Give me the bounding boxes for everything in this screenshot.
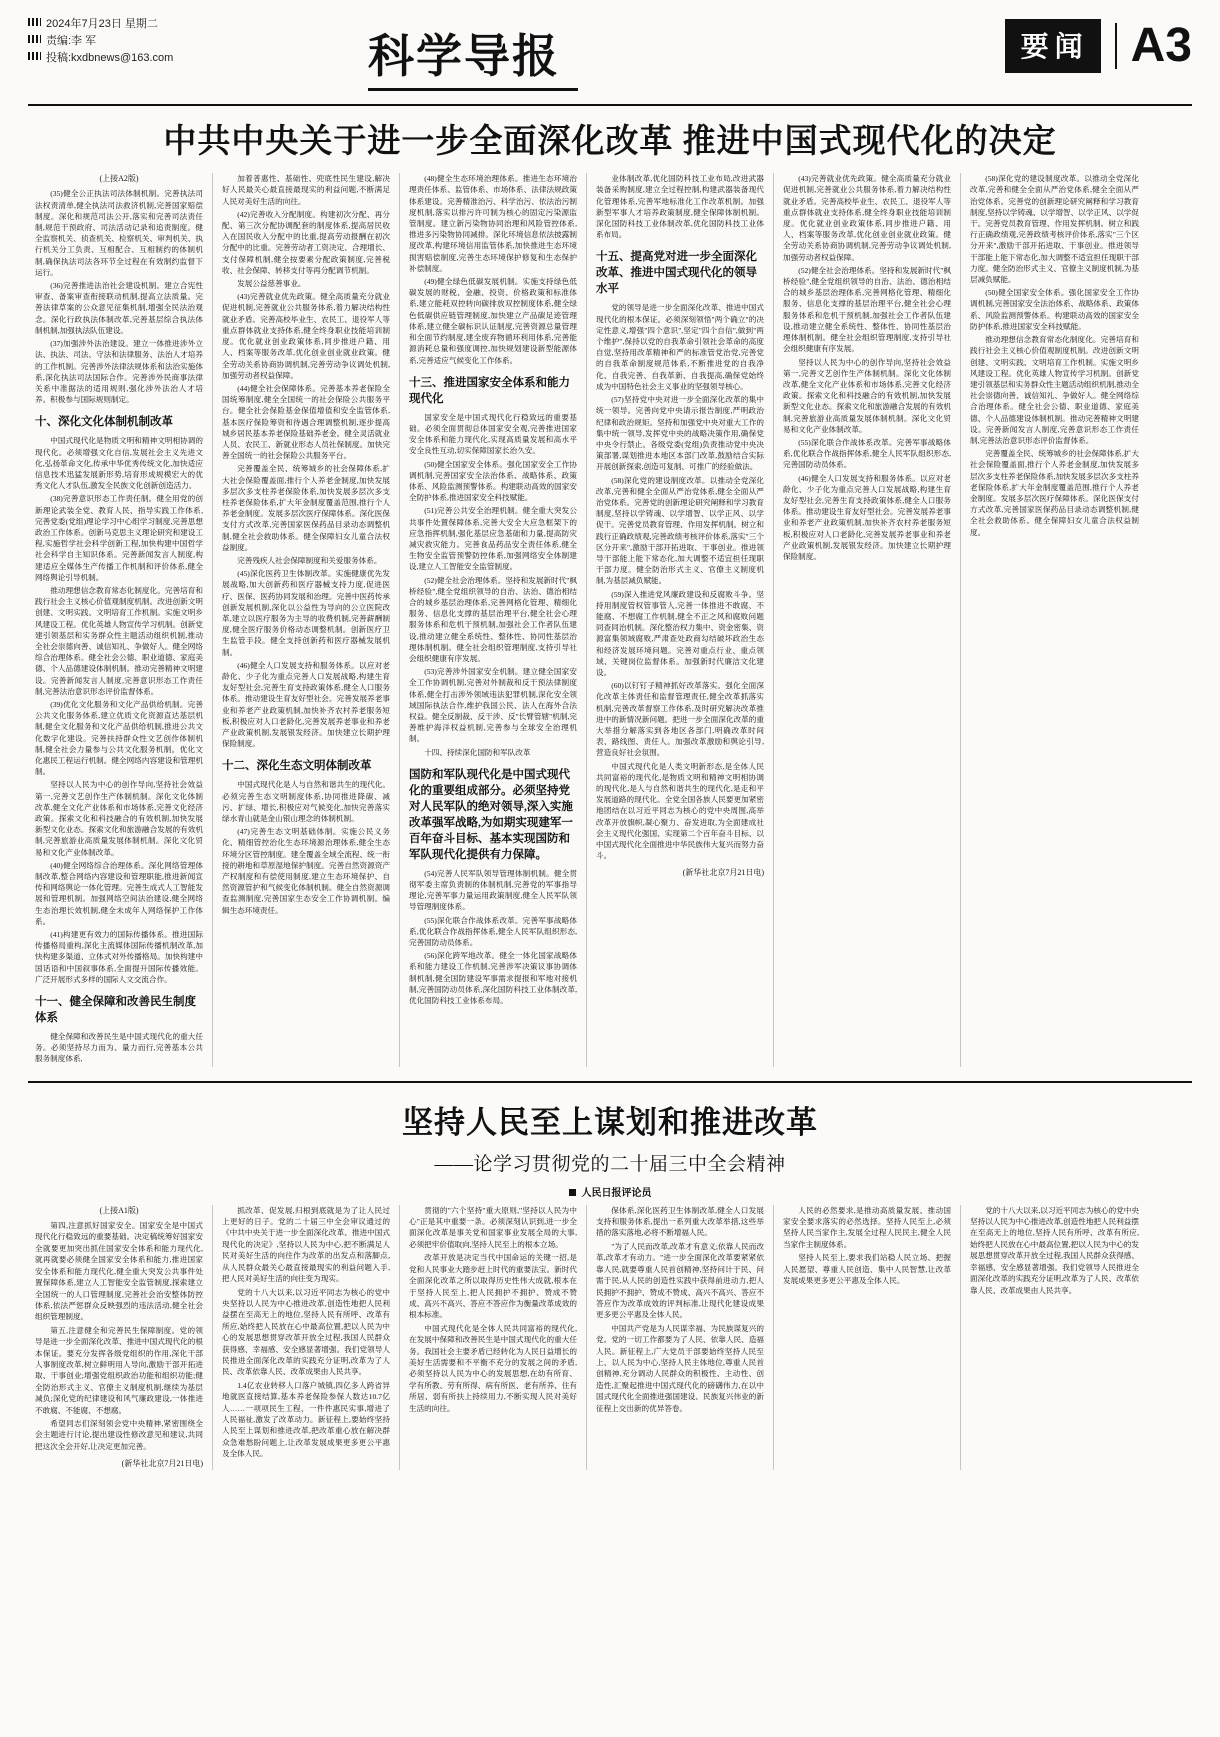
editor-line: 责编:李 军: [46, 35, 97, 47]
paragraph: 中国式现代化是物质文明和精神文明相协调的现代化。必须增强文化自信,发展社会主义先进文化,弘扬革命文化,传承中华优秀传统文化,加快适应信息技术迅猛发展新形势,培育形成规模宏大的优秀文化人才队伍,激发全民族文化创新创造活力。: [35, 436, 203, 491]
paragraph: 加着普惠性、基础性、兜底性民生建设,解决好人民最关心最直接最现实的利益问题,不断满足人民对美好生活的向往。: [222, 174, 390, 206]
paragraph: (41)构建更有效力的国际传播体系。推进国际传播格局重构,深化主流媒体国际传播机制改革,加快构建多渠道、立体式对外传播格局。加快构建中国话语和中国叙事体系,全面提升国际传播效能。广泛开展形式多样的国际人文交流合作。: [35, 930, 203, 984]
paragraph: 党的十八大以来,以习近平同志为核心的党中央坚持以人民为中心推进改革,创造性地把人民利益摆在至高无上的地位,坚持人民有所呼、改革有所应,始终把人民放在心中最高位置,把以人民为中心的发展思想贯穿改革开放全过程,我国人民群众获得感、幸福感、安全感显著增强。我们党领导人民推进全面深化改革的实践充分证明,改革为了人民、改革依靠人民、改革成果由人民共享。: [222, 1287, 390, 1377]
paragraph: 完善覆盖全民、统筹城乡的社会保障体系,扩大社会保险覆盖面,推行个人养老金制度,加快发展多层次多支柱养老保险体系,加快发展多层次多支柱养老保险体系,扩大年金制度覆盖范围,推行个人养老金制度。发展多层次医疗保障体系。深化医保支付方式改革,完善国家医保药品目录动态调整机制,健全社会救助体系。健全保障妇女儿童合法权益制度。: [970, 449, 1139, 537]
article-columns: [26, 173, 1194, 1066]
lower-page-title: 坚持人民至上谋划和推进改革: [402, 1104, 818, 1140]
paragraph: 完善残疾人社会保障制度和关爱服务体系。: [237, 555, 382, 565]
article-column-3: [400, 173, 587, 1066]
continued-note: (上接A2版): [99, 174, 139, 184]
paragraph: (43)完善就业优先政策。健全高质量充分就业促进机制,完善就业公共服务体系,着力解决结构性就业矛盾。完善高校毕业生、农民工、退役军人等重点群体就业支持体系,健全终身职业技能培训制度。优化就业创业政策体系,同步推进户籍、用人、档案等服务改革,优化创业创业就业政策。健全劳动关系协商协调机制,完善劳动争议调处机制,加强劳动者权益保障。: [222, 292, 390, 380]
paragraph: (40)健全网络综合治理体系。深化网络管理体制改革,整合网络内容建设和管理职能,推进新闻宣传和网络舆论一体化管理。完善生成式人工智能发展和管理机制。加强网络空间法治建设,健全网络生态治理长效机制,健全未成年人网络保护工作体系。: [35, 860, 203, 926]
paragraph: (36)完善推进法治社会建设机制。建立合宪性审查、备案审查衔接联动机制,提高立法质量。完善法律草案的公众意见征集机制,增强全民法治观念。深化行政执法体制改革,完善基层综合执法体制机制,加强执法队伍建设。: [35, 281, 203, 335]
paragraph: 1.4亿农业转移人口落户城镇,四亿多人跨省异地就医直接结算,基本养老保险参保人数达10.7亿人……一项项民生工程、一件件惠民实事,增进了人民福祉,激发了改革动力。新征程上,要始终坚持人民至上谋划和推进改革,把改革重心放在解决群众急难愁盼问题上,让改革发展成果更多更公平惠及全体人民。: [222, 1380, 390, 1459]
paragraph: (60)以钉钉子精神抓好改革落实。强化全面深化改革主体责任和监督管理责任,健全改革抓落实机制,完善改革督察工作体系,及时研究解决改革推进中的新情况新问题。把进一步全面深化改革的重大举措分解落实到各地区各部门,明确改革时间表、路线图、责任人。加强改革激励和舆论引导,营造良好社会氛围。: [596, 681, 764, 758]
paragraph: 中国式现代化是人与自然和谐共生的现代化。必须完善生态文明制度体系,协同推进降碳、减污、扩绿、增长,积极应对气候变化,加快完善落实绿水青山就是金山银山理念的体制机制。: [222, 780, 390, 824]
paragraph: 坚持以人民为中心的创作导向,坚持社会效益第一,完善文艺创作生产体制机制。深化文化体制改革,健全文化产业体系和市场体系,完善文化经济政策。探索文化和科技融合的有效机制,加快发展新型文化业态。探索文化和旅游融合发展的有效机制,完善旅游业高质量发展体制机制。深化文化贸易和文化产业体制改革。: [783, 357, 951, 434]
section-heading: 十一、健全保障和改善民生制度体系: [35, 996, 196, 1025]
paragraph: (50)健全国家安全体系。强化国家安全工作协调机制,完善国家安全法治体系、战略体系、政策体系、风险监测预警体系。构建联动高效的国家安全防护体系,推进国家安全科技赋能。: [970, 288, 1139, 331]
divider: [1115, 23, 1117, 69]
paragraph: (49)健全绿色低碳发展机制。实施支持绿色低碳发展的财税、金融、投资、价格政策和标准体系,建立能耗双控转向碳排放双控制度体系,健全绿色低碳供应链管理制度,加快建立产品碳足迹管理体系,建立健全碳标识认证制度,完善资源总量管理和全面节约制度,建全废弃物循环利用体系,完善能源消耗总量和强度调控,加快规划建设新型能源体系,完善适应气候变化工作体系。: [409, 277, 577, 365]
section-header: [1005, 18, 1192, 73]
paragraph: (53)完善涉外国家安全机制。建立健全国家安全工作协调机制,完善对外制裁和反干预法律制度体系,健全打击涉外领域违法犯罪机制,深化安全领域国际执法合作,维护我国公民、法人在海外合法权益。健全反制裁、反干涉、反"长臂管辖"机制,完善维护海洋权益机制,完善参与全球安全治理机制。: [409, 667, 577, 744]
paragraph: (50)健全国家安全体系。强化国家安全工作协调机制,完善国家安全法治体系、战略体系、政策体系、风险监测预警体系。构建联动高效的国家安全防护体系,推进国家安全科技赋能。: [409, 459, 577, 503]
section-label: 要闻: [1005, 19, 1101, 73]
paragraph: (58)深化党的建设制度改革。以推动全党深化改革,完善和健全全面从严治党体系,健全全面从严治党体系。完善党的创新理论研究阐释和学习教育制度,坚持以学铸魂、以学增智、以学正风、以学促干。完善党员教育管理、作用发挥机制。树立和践行正确政绩观,完善政绩考核评价体系,落实"三个区分开来",激励干部开拓进取、干事创业。推进领导干部能上能下常态化,加大调整不适宜担任现职干部力度。健全防治形式主义、官僚主义制度机制,为基层减负赋能。: [970, 174, 1139, 285]
lower-columns: [26, 1205, 1194, 1470]
section-heading: 十二、深化生态文明体制改革: [222, 760, 372, 773]
paragraph: (35)健全公正执法司法体制机制。完善执法司法权责清单,健全执法司法救济机制,完善国家赔偿制度。深化和规范司法公开,落实和完善司法责任制,规范干预政府、司法活动记录和追责制度。健全监察机关、侦查机关、检察机关、审判机关、执行机关分工负责、互相配合、互相制约的体制机制,确保执法司法各环节全过程在有效制约监督下运行。: [35, 189, 203, 277]
mail-line: 投稿:kxdbnews@163.com: [46, 52, 174, 64]
section-heading: 十、深化文化体制机制改革: [35, 416, 173, 429]
paragraph: 改革开放是决定当代中国命运的关键一招,是党和人民事业大踏步赶上时代的重要法宝。新时代全面深化改革之所以取得历史性伟大成就,根本在于坚持人民至上,把人民拥护不拥护、赞成不赞成、高兴不高兴、答应不答应作为衡量改革成效的根本标准。: [409, 1253, 577, 1320]
article-column-5: [774, 173, 961, 1066]
lower-column-3: [400, 1205, 587, 1470]
paragraph: 中国式现代化是全体人民共同富裕的现代化,在发展中保障和改善民生是中国式现代化的重大任务。我国社会主要矛盾已经转化为人民日益增长的美好生活需要和不平衡不充分的发展之间的矛盾,必须坚持以人民为中心的发展思想,在幼有所育、学有所教、劳有所得、病有所医、老有所养、住有所居、弱有所扶上持续用力,不断实现人民对美好生活的向往。: [409, 1323, 577, 1413]
lower-column-4: [587, 1205, 774, 1470]
paragraph: 中国式现代化是人类文明新形态,是全体人民共同富裕的现代化,是物质文明和精神文明相协调的现代化,是人与自然和谐共生的现代化,是走和平发展道路的现代化。全党全国各族人民要更加紧密地团结在以习近平同志为核心的党中央周围,高举改革开放旗帜,凝心聚力、奋发进取,为全面建成社会主义现代化强国、实现第二个百年奋斗目标、以中国式现代化全面推进中华民族伟大复兴而努力奋斗。: [596, 761, 764, 861]
paper-title: [368, 20, 578, 91]
article-column-4: [587, 173, 774, 1066]
section-heading: 国防和军队现代化是中国式现代化的重要组成部分。必须坚持党对人民军队的绝对领导,深入实施改革强军战略,为如期实现建军一百年奋斗目标、基本实现国防和军队现代化提供有力保障。: [409, 768, 573, 861]
continued-note: (上接A1版): [99, 1205, 139, 1215]
page-title: 中共中央关于进一步全面深化改革 推进中国式现代化的决定: [163, 124, 1057, 160]
paragraph: 保体系,深化医药卫生体制改革,健全人口发展支持和服务体系,提出一系列重大改革举措,这些举措的落实落地,必将不断增福人民。: [596, 1205, 764, 1238]
section-divider: [28, 1081, 1192, 1083]
paragraph: (58)深化党的建设制度改革。以推动全党深化改革,完善和健全全面从严治党体系,健全全面从严治党体系。完善党的创新理论研究阐释和学习教育制度,坚持以学铸魂、以学增智、以学正风、以学促干。完善党员教育管理、作用发挥机制。树立和践行正确政绩观,完善政绩考核评价体系,落实"三个区分开来",激励干部开拓进取、干事创业。推进领导干部能上能下常态化,加大调整不适宜担任现职干部力度。健全防治形式主义、官僚主义制度机制,为基层减负赋能。: [596, 475, 764, 586]
lower-article: [26, 1097, 1194, 1470]
lower-column-2: [213, 1205, 400, 1470]
byline: [26, 1184, 1194, 1199]
end-note: (新华社北京7月21日电): [682, 868, 764, 878]
paragraph: (52)健全社会治理体系。坚持和发展新时代"枫桥经验",健全党组织领导的自治、法治、德治相结合的城乡基层治理体系,完善网格化管理、精细化服务、信息化支撑的基层治理平台,健全社会心理服务体系和危机干预机制,加强社会工作者队伍建设,推动建立健全系统性、整体性、协同性基层治理体制机制。健全社会组织管理制度,支持引导社会组织健康有序发展。: [783, 265, 951, 354]
paragraph: 健全保障和改善民生是中国式现代化的重大任务。必须坚持尽力而为、量力而行,完善基本公共服务制度体系,: [35, 1032, 203, 1064]
paragraph: (46)健全人口发展支持和服务体系。以应对老龄化、少子化为重点完善人口发展战略,构建生育友好型社会,完善生育支持政策体系,健全人口服务体系。推动建设生育友好型社会。完善发展养老事业和养老产业政策机制,加快补齐农村养老服务短板,积极应对人口老龄化,完善发展养老事业和养老产业政策机制,发展银发经济。加快建立长期护理保险制度。: [222, 660, 390, 749]
paragraph: 推动理想信念教育常态化制度化。完善培育和践行社会主义核心价值观制度机制。改进创新文明创建、文明实践、文明培育工作机制。实施文明乡风建设工程。优化英雄人物宣传学习机制。创新党建引领基层和实务群众性主题活动组织机制,推动全社会崇德向善、诚信知礼、争做好人。健全网络综合治理体系。健全社会公德、职业道德、家庭美德、个人品德建设体制机制。推动完善精神文明建设。完善新闻发言人制度,完善意识形态工作责任制,完善法治意识形态评价监督体系。: [970, 335, 1139, 445]
section-heading: 十三、推进国家安全体系和能力现代化: [409, 376, 570, 405]
paragraph: 推动理想信念教育常态化制度化。完善培育和践行社会主义核心价值观制度机制。改进创新文明创建、文明实践、文明培育工作机制。实施文明乡风建设工程。优化英雄人物宣传学习机制。创新党建引领基层和实务群众性主题活动组织机制,推动全社会崇德向善、诚信知礼、争做好人。健全网络综合治理体系。健全社会公德、职业道德、家庭美德、个人品德建设体制机制。推动完善精神文明建设。完善新闻发言人制度,完善意识形态工作责任制,完善法治意识形态评价监督体系。: [35, 585, 203, 696]
paper-title-text: 科学导报: [368, 31, 560, 82]
masthead-info: [28, 16, 173, 67]
lower-headline-block: [26, 1097, 1194, 1199]
stripe-icon: [28, 52, 41, 60]
paragraph: (39)优化文化服务和文化产品供给机制。完善公共文化服务体系,建立优质文化资源直达基层机制,健全文化服务和文化产品供给机制,推进公共文化数字化建设。完善扶持群众性文艺创作体制机制,健全社会力量参与公共文化服务机制。优化文化惠民工程运行机制。健全网络内容建设和管理机制。: [35, 699, 203, 777]
paragraph: 中国共产党是为人民谋幸福、为民族谋复兴的党。党的一切工作都要为了人民、依靠人民、造福人民。新征程上,广大党员干部要始终坚持人民至上、以人民为中心,坚持人民主体地位,尊重人民首创精神,充分调动人民群众的积极性、主动性、创造性,汇聚起推进中国式现代化的磅礴伟力,在以中国式现代化全面推进强国建设、民族复兴伟业的新征程上交出新的优异答卷。: [596, 1323, 764, 1413]
paragraph: (37)加强涉外法治建设。建立一体推进涉外立法、执法、司法、守法和法律服务、法治人才培养的工作机制。完善涉外法律法规体系和法治实施体系,深化执法司法国际合作。完善涉外民商事法律关系中准据法的适用规则,强化涉外法治人才培养。积极参与国际规则制定。: [35, 339, 203, 405]
paragraph: 党的领导是进一步全面深化改革、推进中国式现代化的根本保证。必须深刻领悟"两个确立"的决定性意义,增强"四个意识",坚定"四个自信",做到"两个维护",保持以党的自我革命引领社会革命的高度自觉,坚持用改革精神和严的标准管党治党,完善党的自我革命制度规范体系,不断推进党的自我净化、自我完善、自我革新、自我提高,确保党始终成为中国特色社会主义事业的坚强领导核心。: [596, 303, 764, 391]
paragraph: (59)深入推进党风廉政建设和反腐败斗争。坚持用制度管权管事管人,完善一体推进不敢腐、不能腐、不想腐工作机制,健全不正之风和腐败问题同查同治机制。深化整治权力集中、资金密集、资源富集领域腐败,严肃查处政商勾结破坏政治生态和经济发展环境问题。完善对重点行业、重点领域、关键岗位监督体系。加强新时代廉洁文化建设。: [596, 589, 764, 677]
byline-text: 人民日报评论员: [581, 1187, 652, 1199]
square-bullet-icon: [569, 1189, 576, 1196]
masthead: [28, 12, 1192, 98]
paragraph: 第五,注意健全和完善民生保障制度。党的领导是进一步全面深化改革、推进中国式现代化的根本保证。要充分发挥各级党组织的作用,深化干部人事制度改革,树立鲜明用人导向,激励干部开拓进取、干事创业;增强党组织政治功能和组织功能;健全防治形式主义、官僚主义制度机制,继续为基层减负;深化党的纪律建设和风气廉政建设,一体推进不敢腐、不能腐、不想腐。: [35, 1325, 203, 1415]
date-line: 2024年7月23日 星期二: [46, 18, 158, 30]
paragraph: (38)完善意识形态工作责任制。健全用党的创新理论武装全党、教育人民、指导实践工作体系,完善党委(党组)理论学习中心组学习制度,完善思想政治工作体系。创新马克思主义理论研究和建设工程,实施哲学社会科学创新工程,加快构建中国哲学社会科学自主知识体系。完善新闻发言人制度,构建适应全媒体生产传播工作机制和评价体系,健全网络舆论引导机制。: [35, 494, 203, 582]
paragraph: (55)深化联合作战体系改革。完善军事战略体系,优化联合作战指挥体系,健全人民军队组织形态,完善国防动员体系。: [409, 915, 577, 948]
paragraph: 业体制改革,优化国防科技工业布局,改进武器装备采购制度,建立全过程控制,构建武器装备现代化管理体系,完善军地标准化工作改革机制。加强新型军事人才培养政策制度,健全保障体制机制。深化国防科技工业体制改革,优化国防科技工业体系布局。: [596, 174, 764, 240]
paragraph: (45)深化医药卫生体制改革。实施健康优先发展战略,加大创新药和医疗器械支持力度,促进医疗、医保、医药协同发展和治理。完善中医药传承创新发展机制,深化以公益性为导向的公立医院改革,建立以医疗服务为主导的收费机制,完善薪酬制度,健全医疗服务价格动态调整机制。创新医疗卫生监管手段。健全支持创新药和医疗器械发展机制。: [222, 569, 390, 657]
article-column-1: [26, 173, 213, 1066]
stripe-icon: [28, 18, 41, 26]
paragraph: 十四、持续深化国防和军队改革: [424, 747, 531, 757]
end-note: (新华社北京7月21日电): [121, 1459, 203, 1469]
lower-subtitle: ——论学习贯彻党的二十届三中全会精神: [434, 1153, 786, 1175]
paragraph: 发展公益慈善事业。: [237, 279, 306, 289]
paragraph: (46)健全人口发展支持和服务体系。以应对老龄化、少子化为重点完善人口发展战略,构建生育友好型社会,完善生育支持政策体系,健全人口服务体系。推动建设生育友好型社会。完善发展养老事业和养老产业政策机制,加快补齐农村养老服务短板,积极应对人口老龄化,完善发展养老事业和养老产业政策机制,发展银发经济。加快建立长期护理保险制度。: [783, 473, 951, 561]
article-column-6: [961, 173, 1148, 1066]
paragraph: (54)完善人民军队领导管理体制机制。健全贯彻军委主席负责制的体制机制,完善党的军事指导理论,完善军事力量运用政策制度,健全人民军队领导管理制度体系。: [409, 868, 577, 912]
masthead-rule: [28, 104, 1192, 106]
paragraph: 人民的必然要求,是推动高质量发展、推动国家安全要求落实的必然选择。坚持人民至上,必须坚持人民当家作主,发展全过程人民民主,健全人民当家作主制度体系。: [783, 1205, 951, 1249]
paragraph: (57)坚持党中央对进一步全面深化改革的集中统一领导。完善向党中央请示报告制度,严明政治纪律和政治规矩。坚持和加强党中央对重大工作的集中统一领导,发挥党中央的战略决策作用,确保党中央令行禁止。各级党委(党组)负责推动党中央决策部署,谋划推进本地区本部门改革,鼓励结合实际开展创新探索,创造可复制、可推广的经验做法。: [596, 395, 764, 472]
paragraph: 抓改革、促发展,归根到底就是为了让人民过上更好的日子。党的二十届三中全会审议通过的《中共中央关于进一步全面深化改革、推进中国式现代化的决定》,坚持以人民为中心,把不断满足人民对美好生活的向往作为改革的出发点和落脚点,从人民群众最关心最直接最现实的利益问题入手,把人民对美好生活的向往变为现实。: [222, 1205, 390, 1284]
paragraph: 坚持以人民为中心的创作导向,坚持社会效益第一,完善文艺创作生产体制机制。深化文化体制改革,健全文化产业体系和市场体系,完善文化经济政策。探索文化和科技融合的有效机制,加快发展新型文化业态。探索文化和旅游融合发展的有效机制,完善旅游业高质量发展体制机制。深化文化贸易和文化产业体制改革。: [35, 780, 203, 857]
paragraph: 第四,注意抓好国家安全。国家安全是中国式现代化行稳致远的重要基础。决定稿统筹好国家安全就要更加突出抓住国家安全体系和能力现代化,就再就要必须健全国家安全体系和能力,推进国家安全体系和能力现代化,健全重大突发公共事件处置保障体系,建立人工智能安全监管制度,探索建立全国统一的人口管理制度,完善社会治安整体防控体系,依法严惩群众反映强烈的违法活动,健全社会组织管理制度。: [35, 1221, 203, 1322]
paragraph: (48)健全生态环境治理体系。推进生态环境治理责任体系、监管体系、市场体系、法律法规政策体系建设。完善精准治污、科学治污、依法治污制度机制,落实以排污许可制为核心的固定污染源监管制度。建立新污染物协同治理和风险管控体系,推进多污染物协同减排。深化环境信息依法披露制度改革,构建环境信用监管体系,加快推进生态环境损害赔偿制度,完善生态环境保护修复和生态保护补偿制度。: [409, 174, 577, 273]
stripe-icon: [28, 35, 41, 43]
paragraph: (52)健全社会治理体系。坚持和发展新时代"枫桥经验",健全党组织领导的自治、法治、德治相结合的城乡基层治理体系,完善网格化管理、精细化服务、信息化支撑的基层治理平台,健全社会心理服务体系和危机干预机制,加强社会工作者队伍建设,推动建立健全系统性、整体性、协同性基层治理体制机制。健全社会组织管理制度,支持引导社会组织健康有序发展。: [409, 575, 577, 663]
lower-column-1: [26, 1205, 213, 1470]
paragraph: (42)完善收入分配制度。构建初次分配、再分配、第三次分配协调配套的制度体系,提高居民收入在国民收入分配中的比重,提高劳动报酬在初次分配中的比重。完善劳动者工资决定、合理增长、支付保障机制,健全按要素分配政策制度,完善税收、社会保障、转移支付等再分配调节机制。: [222, 209, 390, 275]
title-underline: [368, 88, 578, 91]
newspaper-page: [0, 12, 1220, 1737]
paragraph: (55)深化联合作战体系改革。完善军事战略体系,优化联合作战指挥体系,健全人民军队组织形态,完善国防动员体系。: [783, 437, 951, 470]
section-heading: 十五、提高党对进一步全面深化改革、推进中国式现代化的领导水平: [596, 251, 757, 296]
paragraph: 完善覆盖全民、统筹城乡的社会保障体系,扩大社会保险覆盖面,推行个人养老金制度,加快发展多层次多支柱养老保险体系,加快发展多层次多支柱养老保险体系,扩大年金制度覆盖范围,推行个人养老金制度。发展多层次医疗保障体系。深化医保支付方式改革,完善国家医保药品目录动态调整机制,健全社会救助体系。健全保障妇女儿童合法权益制度。: [222, 464, 390, 552]
paragraph: 党的十八大以来,以习近平同志为核心的党中央坚持以人民为中心推进改革,创造性地把人民利益摆在至高无上的地位,坚持人民有所呼、改革有所应,始终把人民放在心中最高位置,把以人民为中心的发展思想贯穿改革开放全过程,我国人民群众获得感、幸福感、安全感显著增强。我们党领导人民推进全面深化改革的实践充分证明,改革为了人民、改革依靠人民、改革成果由人民共享。: [970, 1205, 1139, 1295]
paragraph: (56)深化跨军地改革。健全一体化国家战略体系和能力建设工作机制,完善涉军决策议事协调体制机制,健全国防建设军事需求提报和军地对接机制,完善国防动员体系,深化国防科技工业体制改革,优化国防科技工业体系布局。: [409, 951, 577, 1006]
paragraph: (51)完善公共安全治理机制。健全重大突发公共事件处置保障体系,完善大安全大应急框架下的应急指挥机制,强化基层应急基础和力量,提高防灾减灾救灾能力。完善食品药品安全责任体系,健全生物安全监管预警防控体系,加强网络安全体制建设,建立人工智能安全监管制度。: [409, 506, 577, 572]
paragraph: 坚持人民至上,要求我们站稳人民立场、把握人民愿望、尊重人民创造、集中人民智慧,让改革发展成果更多更公平惠及全体人民。: [783, 1253, 951, 1286]
paragraph: (44)健全社会保障体系。完善基本养老保险全国统筹制度,健全全国统一的社会保险公共服务平台。健全社会保险基金保值增值和安全监管体系,基本医疗保险筹资和待遇合理调整机制,逐步提高城乡居民基本养老保险基础养老金。健全灵活就业人员、农民工、新就业形态人员社保制度。加快完善全国统一的社会保险公共服务平台。: [222, 383, 390, 461]
paragraph: (43)完善就业优先政策。健全高质量充分就业促进机制,完善就业公共服务体系,着力解决结构性就业矛盾。完善高校毕业生、农民工、退役军人等重点群体就业支持体系,健全终身职业技能培训制度。优化就业创业政策体系,同步推进户籍、用人、档案等服务改革,优化创业创业就业政策。健全劳动关系协商协调机制,完善劳动争议调处机制,加强劳动者权益保障。: [783, 174, 951, 262]
paragraph: 希望同志们深刻领会党中央精神,紧密围绕全会主题进行讨论,提出建设性修改意见和建议,共同把这次全会开好,让决定更加完善。: [35, 1418, 203, 1451]
lower-column-5: [774, 1205, 961, 1470]
paragraph: "为了人民而改革,改革才有意义;依靠人民而改革,改革才有动力。"进一步全面深化改革要紧紧依靠人民,就要尊重人民首创精神,坚持问计于民、问需于民,从人民的创造性实践中获得前进动力,把人民拥护不拥护、赞成不赞成、高兴不高兴、答应不答应作为改革成效的评判标准,让现代化建设成果更多更公平惠及全体人民。: [596, 1241, 764, 1320]
article-column-2: [213, 173, 400, 1066]
lower-column-6: [961, 1205, 1148, 1470]
paragraph: 贯彻的"六个坚持"重大原则,"坚持以人民为中心"正是其中重要一条。必须深刻认识到,进一步全面深化改革是事关党和国家事业发展全局的大事,必须把牢价值取向,坚持人民至上的根本立场。: [409, 1205, 577, 1249]
page-number: A3: [1130, 19, 1192, 72]
paragraph: (47)完善生态文明基础体制。实施公民义务化、精细管控治化生态环境源治理体系,健全生态环境分区管控制度。建全覆盖全域全流程、统一衔接的耕地和草原湿地保护制度。完善自然资源资产产权制度和有偿使用制度,建立生态环境保护、自然资源管护和气候变化体制机制。健全自然资源调查监测制度,完善国家生态安全工作协调机制。编辑生态环境责任。: [222, 827, 390, 915]
paragraph: 国家安全是中国式现代化行稳致远的重要基础。必须全面贯彻总体国家安全观,完善推进国家安全体系和能力现代化,实现高质量发展和高水平安全良性互动,切实保障国家长治久安。: [409, 412, 577, 456]
